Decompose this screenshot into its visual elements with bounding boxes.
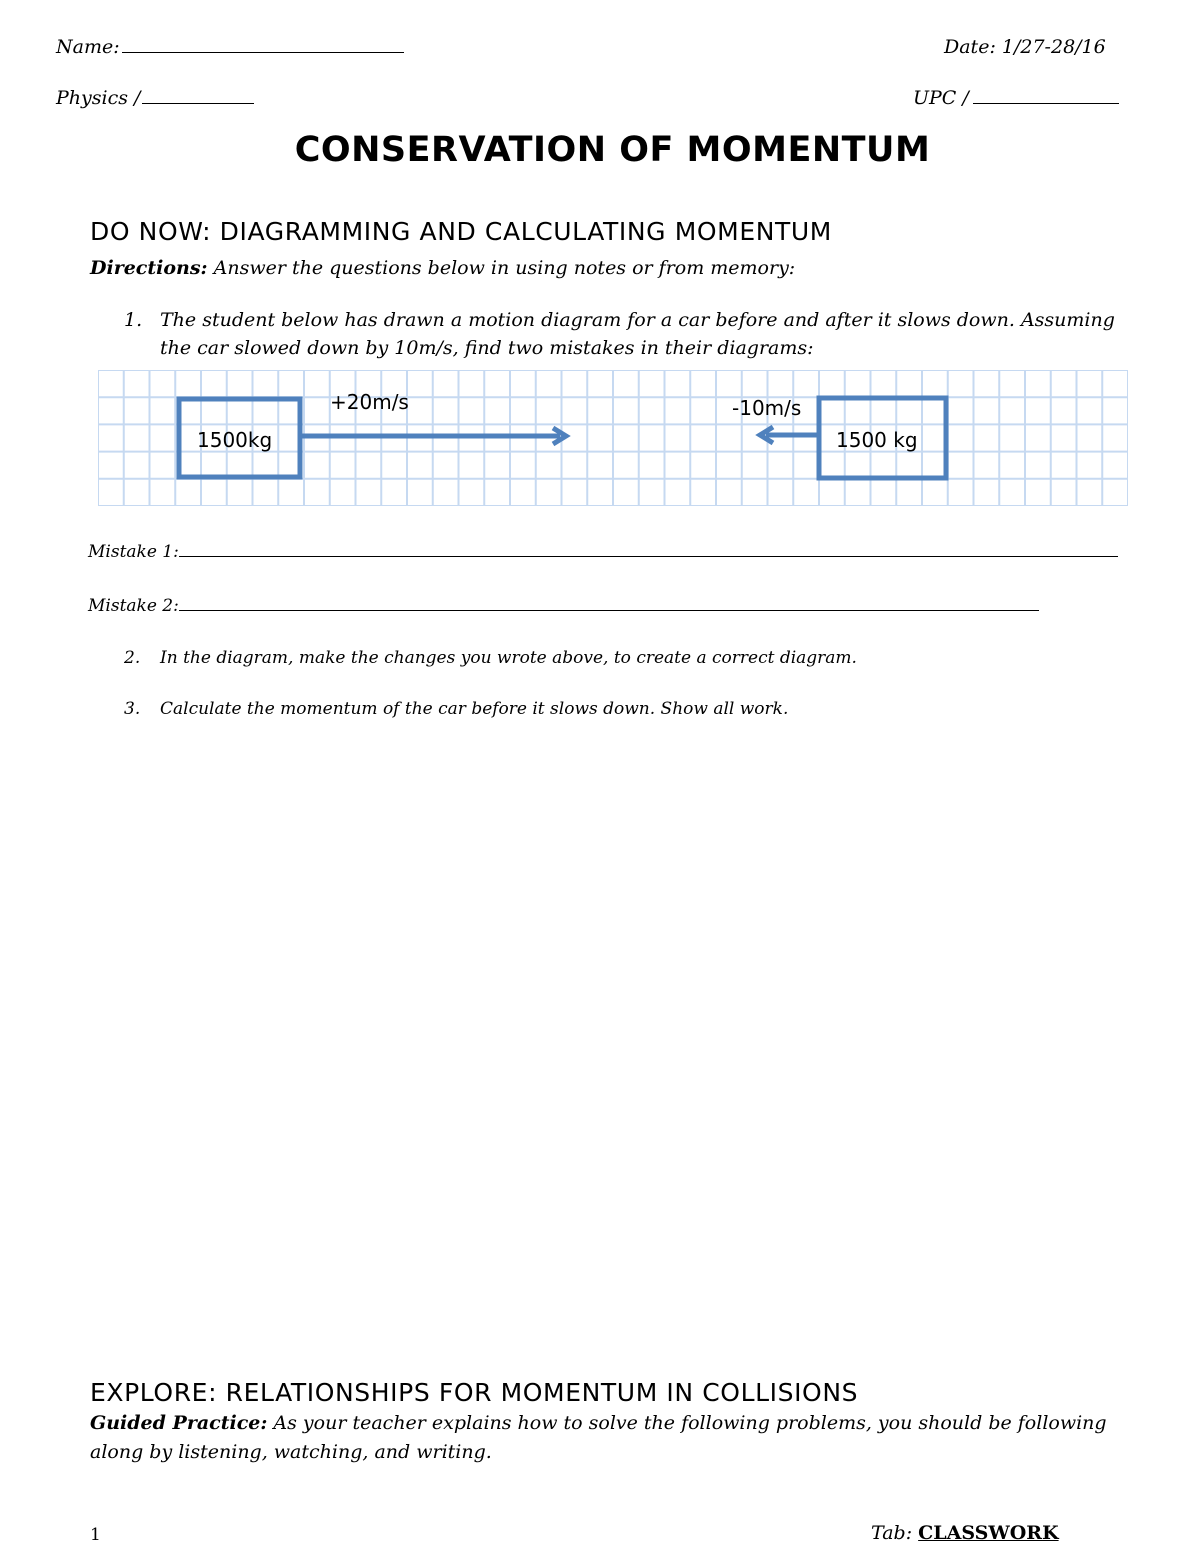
work-space[interactable] [90, 740, 1130, 1360]
upc-row [913, 87, 1119, 109]
name-field-row [56, 36, 404, 58]
graph-paper [98, 370, 1128, 506]
page-number: 1 [90, 1525, 101, 1545]
tab-value: CLASSWORK [918, 1522, 1059, 1544]
physics-row [56, 87, 254, 109]
name-label: Name: [56, 36, 120, 58]
q1-line1: The student below has drawn a motion diagram for a car before and after it slows down. Assuming [160, 309, 1115, 331]
q1-number: 1. [124, 309, 143, 331]
do-now-heading: DO NOW: DIAGRAMMING AND CALCULATING MOMENTUM [90, 217, 832, 246]
mistake-2-blank[interactable] [179, 609, 1039, 611]
upc-label: UPC / [913, 87, 969, 109]
tab-label: Tab: [871, 1522, 913, 1544]
q2-text: In the diagram, make the changes you wrote above, to create a correct diagram. [160, 648, 857, 668]
upc-blank[interactable] [973, 102, 1119, 104]
date-label: Date: [944, 36, 996, 58]
mistake-1-label: Mistake 1: [88, 542, 179, 562]
name-blank[interactable] [122, 51, 404, 53]
q3-text: Calculate the momentum of the car before it slows down. Show all work. [160, 699, 789, 719]
left-mass-label: 1500kg [197, 428, 273, 452]
physics-label: Physics / [56, 87, 141, 109]
guided-practice-text1: As your teacher explains how to solve the following problems, you should be following [273, 1412, 1107, 1434]
directions-label: Directions: [90, 257, 208, 279]
mistake-2-row [88, 596, 1039, 616]
date-value: 1/27-28/16 [1001, 36, 1106, 58]
guided-practice-label: Guided Practice: [90, 1412, 268, 1434]
physics-blank[interactable] [142, 102, 254, 104]
q2-number: 2. [124, 648, 141, 668]
question-3 [124, 699, 788, 719]
motion-diagram [98, 370, 1128, 506]
question-1 [124, 309, 1115, 331]
page-title: CONSERVATION OF MOMENTUM [294, 130, 931, 170]
q3-number: 3. [124, 699, 141, 719]
q1-line2: the car slowed down by 10m/s, find two mistakes in their diagrams: [160, 337, 814, 359]
footer-tab [871, 1522, 1059, 1544]
directions-line [90, 257, 795, 279]
guided-practice-line1 [90, 1412, 1107, 1434]
right-velocity-label: -10m/s [732, 396, 802, 420]
directions-text: Answer the questions below in using notes or from memory: [213, 257, 796, 279]
mistake-1-row [88, 542, 1118, 562]
mistake-1-blank[interactable] [179, 555, 1118, 557]
left-velocity-label: +20m/s [330, 390, 409, 414]
mistake-2-label: Mistake 2: [88, 596, 179, 616]
guided-practice-line2: along by listening, watching, and writing. [90, 1441, 492, 1463]
explore-heading: EXPLORE: RELATIONSHIPS FOR MOMENTUM IN COLLISIONS [90, 1378, 859, 1407]
right-mass-label: 1500 kg [836, 428, 918, 452]
question-2 [124, 648, 857, 668]
date-row [944, 36, 1106, 58]
